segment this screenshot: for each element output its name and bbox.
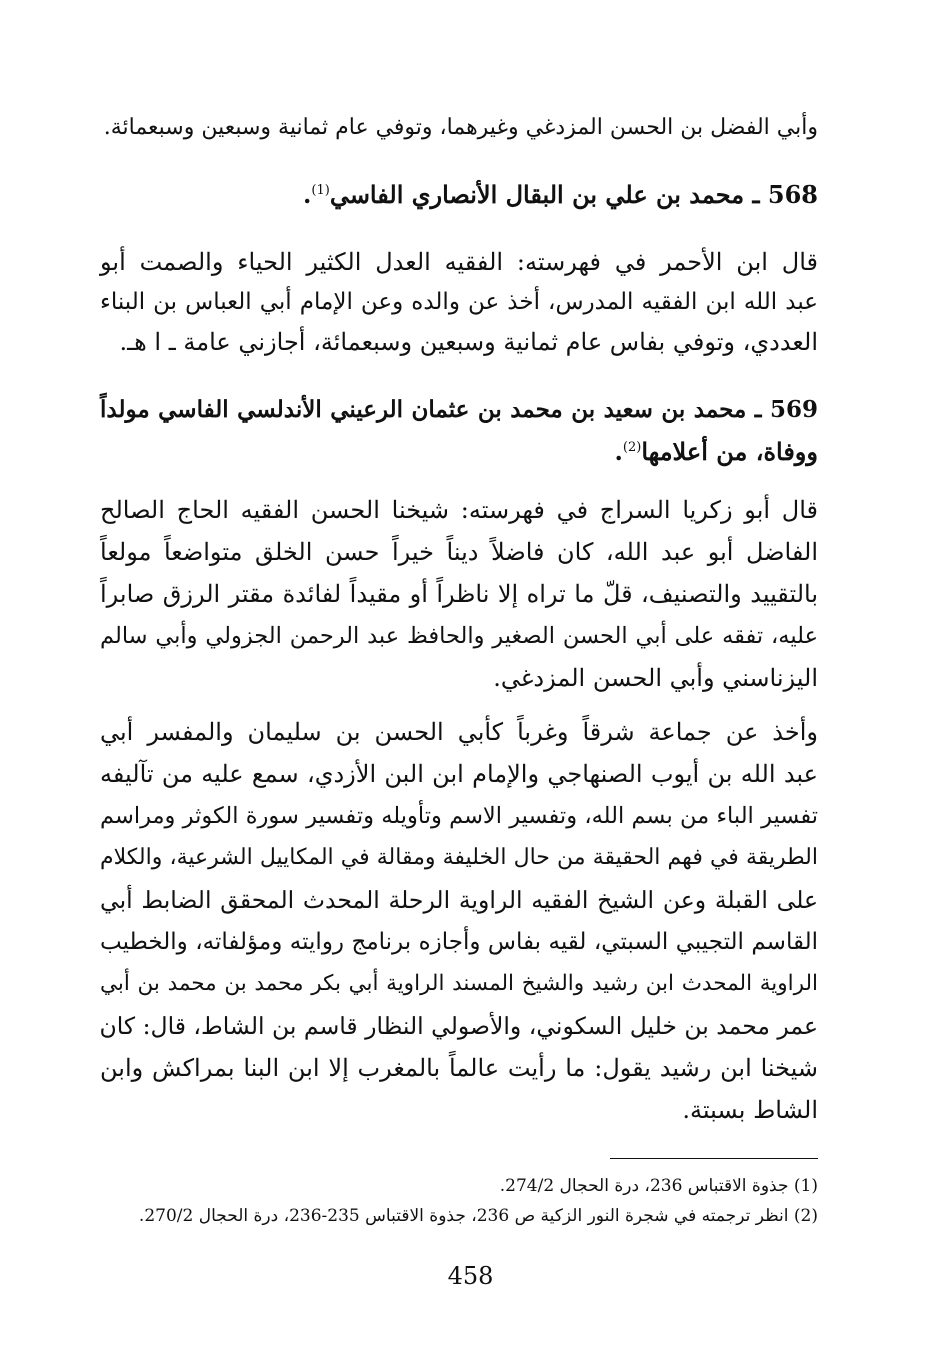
paragraph-line: شيخنا ابن رشيد يقول: ما رأيت عالماً بالمغرب إلا ابن البنا بمراكش وابن (100, 1054, 818, 1082)
paragraph-line: وأخذ عن جماعة شرقاً وغرباً كأبي الحسن بن سليمان والمفسر أبي (100, 718, 819, 746)
paragraph-line: العددي، وتوفي بفاس عام ثمانية وسبعين وسبعمائة، أجازني عامة ـ ا هـ. (119, 328, 818, 356)
footnote-ref: (2) (622, 440, 642, 455)
entry-569-heading (100, 390, 818, 430)
intro-line: وأبي الفضل بن الحسن المزدغي وغيرهما، وتوفي عام ثمانية وسبعين وسبعمائة. (103, 115, 818, 140)
document-page (100, 0, 818, 1372)
paragraph-line: اليزناسني وأبي الحسن المزدغي. (493, 664, 818, 692)
paragraph-line: عمر محمد بن خليل السكوني، والأصولي النظار قاسم بن الشاط، قال: كان (99, 1012, 818, 1040)
paragraph-line: الطريقة في فهم الحقيقة من حال الخليفة ومقالة في المكاييل الشرعية، والكلام (100, 845, 818, 870)
paragraph-line: الراوية المحدث ابن رشيد والشيخ المسند الراوية أبي بكر محمد بن محمد بن أبي (100, 971, 818, 996)
entry-name: محمد بن سعيد بن محمد بن عثمان الرعيني الأندلسي الفاسي مولداً (100, 396, 747, 423)
page-number: 458 (447, 1262, 494, 1290)
paragraph-line: قال أبو زكريا السراج في فهرسته: شيخنا الحسن الفقيه الحاج الصالح (100, 496, 818, 524)
entry-name-cont: ووفاة، من أعلامها (641, 437, 818, 466)
footnote: (1) جذوة الاقتباس 236، درة الحجال 274/2. (499, 1176, 818, 1196)
footnote: (2) انظر ترجمته في شجرة النور الزكية ص 236، جذوة الاقتباس 235-236، درة الحجال 270/2. (138, 1206, 818, 1226)
paragraph-line: عليه، تفقه على أبي الحسن الصغير والحافظ عبد الرحمن الجزولي وأبي سالم (100, 623, 818, 649)
footnote-divider (610, 1158, 818, 1159)
entry-569-heading-cont: ووفاة، من أعلامها$^{(2)}$. (614, 437, 818, 466)
paragraph-line: تفسير الباء من بسم الله، وتفسير الاسم وتأويله وتفسير سورة الكوثر ومراسم (100, 803, 818, 829)
paragraph-line: القاسم التجيبي السبتي، لقيه بفاس وأجازه برنامج روايته ومؤلفاته، والخطيب (100, 929, 818, 955)
entry-name: محمد بن علي بن البقال الأنصاري الفاسي (329, 180, 745, 209)
paragraph-line: الشاط بسبتة. (682, 1096, 818, 1124)
entry-568-heading: 568 ـ محمد بن علي بن البقال الأنصاري الفاسي$^{(1)}$. (303, 180, 818, 209)
entry-number: 569 ـ (754, 396, 819, 423)
paragraph-line: عبد الله ابن الفقيه المدرس، أخذ عن والده وعن الإمام أبي العباس بن البناء (100, 289, 818, 315)
paragraph-line: الفاضل أبو عبد الله، كان فاضلاً ديناً خيراً حسن الخلق متواضعاً مولعاً (100, 538, 818, 566)
paragraph-line: قال ابن الأحمر في فهرسته: الفقيه العدل الكثير الحياء والصمت أبو (100, 248, 818, 276)
paragraph-line: على القبلة وعن الشيخ الفقيه الراوية الرحلة المحدث المحقق الضابط أبي (100, 886, 818, 914)
paragraph-line: عبد الله بن أيوب الصنهاجي والإمام ابن البن الأزدي، سمع عليه من تآليفه (100, 760, 818, 788)
paragraph-line: بالتقييد والتصنيف، قلّ ما تراه إلا ناظراً أو مقيداً لفائدة مقتر الرزق صابراً (100, 580, 818, 608)
entry-number: 568 ـ (752, 180, 818, 209)
footnote-ref: (1) (311, 183, 330, 198)
